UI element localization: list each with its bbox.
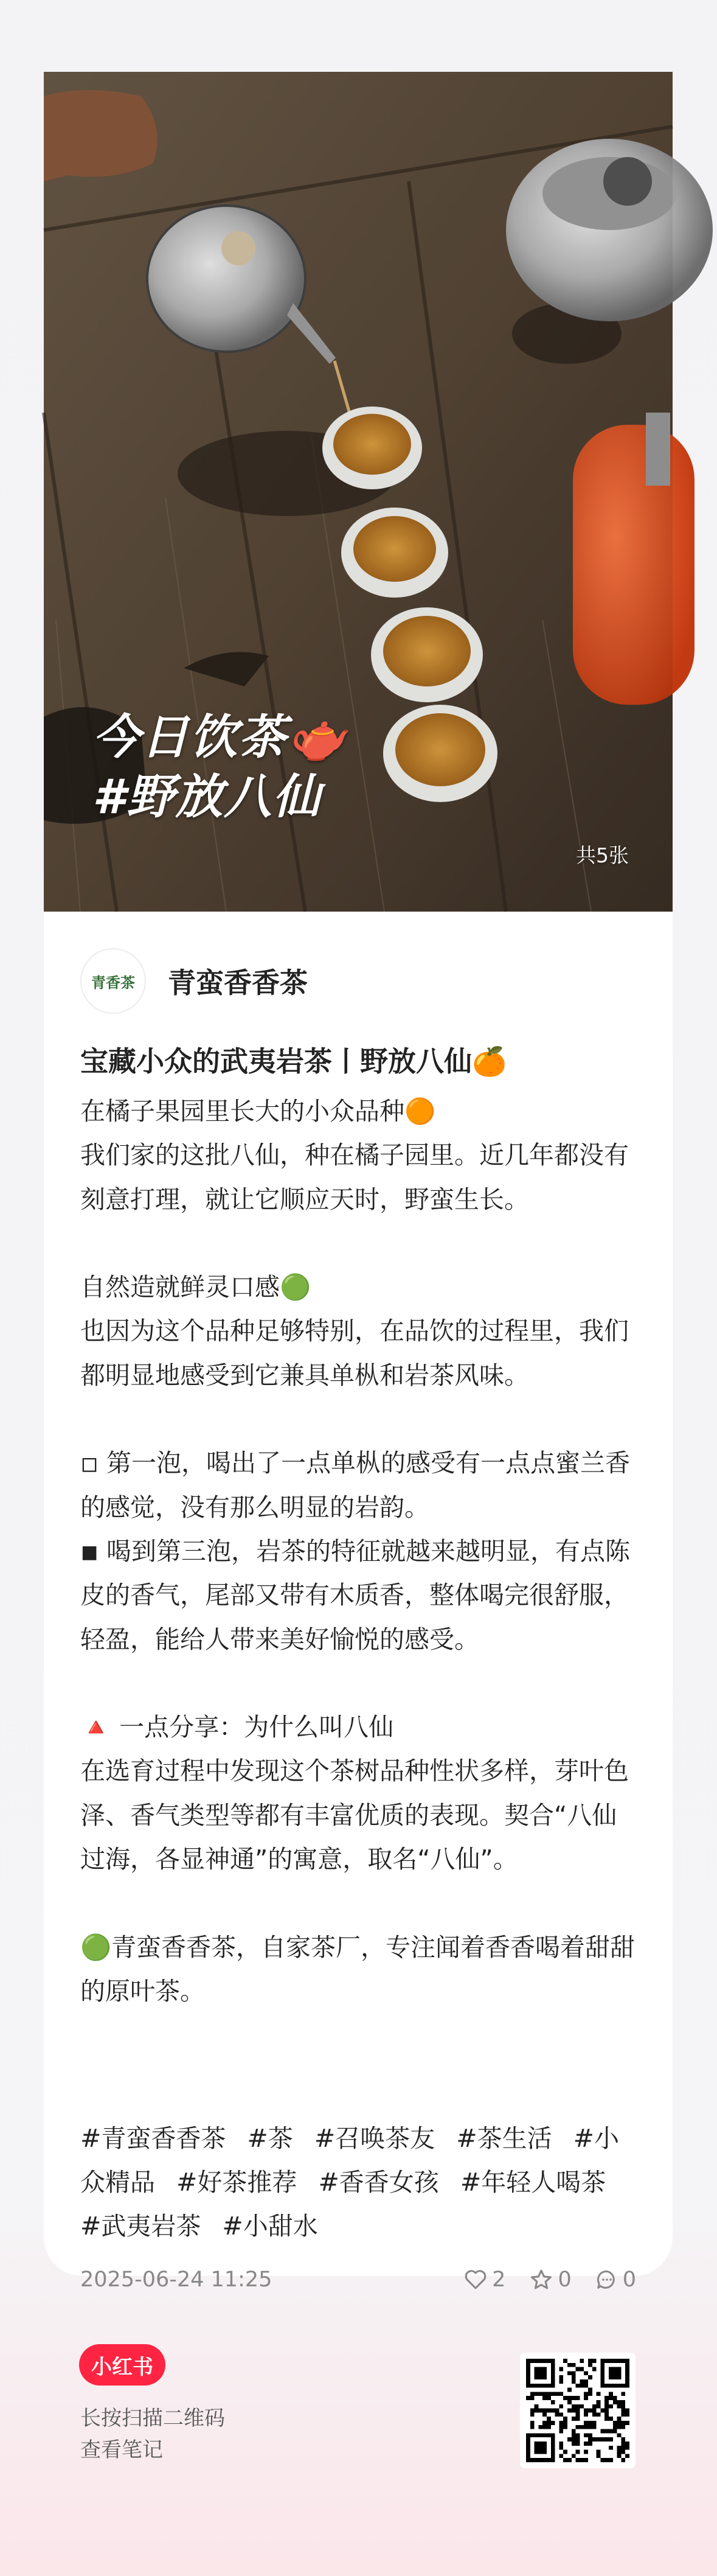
overlay-title-line2: #野放八仙 — [92, 770, 322, 825]
xiaohongshu-logo: 小红书 — [79, 2344, 165, 2386]
body-paragraph — [80, 1397, 640, 1441]
body-paragraph: 🟢青蛮香香茶，自家茶厂，专注闻着香香喝着甜甜的原叶茶。 — [80, 1932, 636, 2006]
body-paragraph: ◾ 喝到第三泡，岩茶的特征就越来越明显，有点陈皮的香气，尾部又带有木质香，整体喝完很舒服，轻盈，能给人带来美好愉悦的感受。 — [80, 1536, 631, 1654]
body-paragraph: 自然造就鲜灵口感🟢 — [80, 1272, 311, 1302]
body-paragraph: 🔺 一点分享：为什么叫八仙 — [80, 1712, 394, 1742]
hashtag-link[interactable]: #青蛮香香茶 — [80, 2124, 226, 2153]
body-paragraph — [80, 1881, 640, 1925]
hashtag-list — [80, 2117, 640, 2248]
chat-bubble-icon — [596, 2269, 618, 2291]
favorite-button[interactable] — [530, 2267, 571, 2292]
body-paragraph: 在选育过程中发现这个茶树品种性状多样，芽叶色泽、香气类型等都有丰富优质的表现。契合“八仙过海，各显神通”的寓意，取名“八仙”。 — [80, 1756, 629, 1874]
note-card — [44, 72, 673, 2292]
body-paragraph: ◽ 第一泡，喝出了一点单枞的感受有一点点蜜兰香的感觉，没有那么明显的岩韵。 — [80, 1448, 631, 1522]
qr-code[interactable] — [520, 2353, 636, 2468]
like-button[interactable] — [464, 2267, 505, 2292]
comment-count: 0 — [622, 2267, 636, 2292]
hashtag-link[interactable]: #武夷岩茶 — [80, 2211, 201, 2241]
post-meta — [80, 2267, 636, 2292]
star-icon — [530, 2269, 553, 2291]
cover-overlay-title — [92, 708, 347, 827]
hashtag-link[interactable]: #茶 — [247, 2124, 293, 2153]
comment-button[interactable] — [596, 2267, 636, 2292]
body-paragraph — [80, 1221, 640, 1265]
hashtag-link[interactable]: #小众精品 — [80, 2124, 619, 2197]
engagement-counts — [440, 2267, 636, 2292]
favorite-count: 0 — [558, 2267, 572, 2292]
qr-code-icon — [526, 2359, 629, 2462]
hashtag-link[interactable]: #召唤茶友 — [314, 2124, 435, 2153]
avatar[interactable]: 青香茶 — [80, 948, 146, 1014]
scan-hint-line1: 长按扫描二维码 — [80, 2406, 225, 2431]
scan-hint — [80, 2403, 225, 2466]
body-paragraph: 我们家的这批八仙，种在橘子园里。近几年都没有刻意打理，就让它顺应天时，野蛮生长。 — [80, 1140, 629, 1214]
scan-hint-line2: 查看笔记 — [80, 2438, 163, 2462]
hashtag-link[interactable]: #茶生活 — [456, 2124, 552, 2153]
like-count: 2 — [492, 2267, 506, 2292]
body-paragraph — [80, 1661, 640, 1705]
hashtag-link[interactable]: #小甜水 — [222, 2211, 318, 2241]
body-paragraph: 也因为这个品种足够特别，在品饮的过程里，我们都明显地感受到它兼具单枞和岩茶风味。 — [80, 1316, 629, 1390]
hashtag-link[interactable]: #好茶推荐 — [176, 2168, 297, 2197]
author-name[interactable]: 青蛮香香茶 — [168, 966, 308, 999]
image-count: 共5张 — [576, 843, 629, 867]
post-title: 宝藏小众的武夷岩茶丨野放八仙🍊 — [80, 1045, 507, 1078]
cover-photo[interactable] — [44, 72, 673, 912]
heart-icon — [464, 2269, 487, 2290]
hashtag-link[interactable]: #香香女孩 — [318, 2168, 439, 2197]
post-body — [80, 1089, 640, 2013]
hashtag-link[interactable]: #年轻人喝茶 — [460, 2168, 606, 2197]
body-paragraph: 在橘子果园里长大的小众品种🟠 — [80, 1097, 436, 1126]
author-row[interactable] — [80, 948, 308, 1014]
post-timestamp: 2025-06-24 11:25 — [80, 2267, 272, 2292]
overlay-title-line1: 今日饮茶🫖 — [92, 710, 348, 765]
